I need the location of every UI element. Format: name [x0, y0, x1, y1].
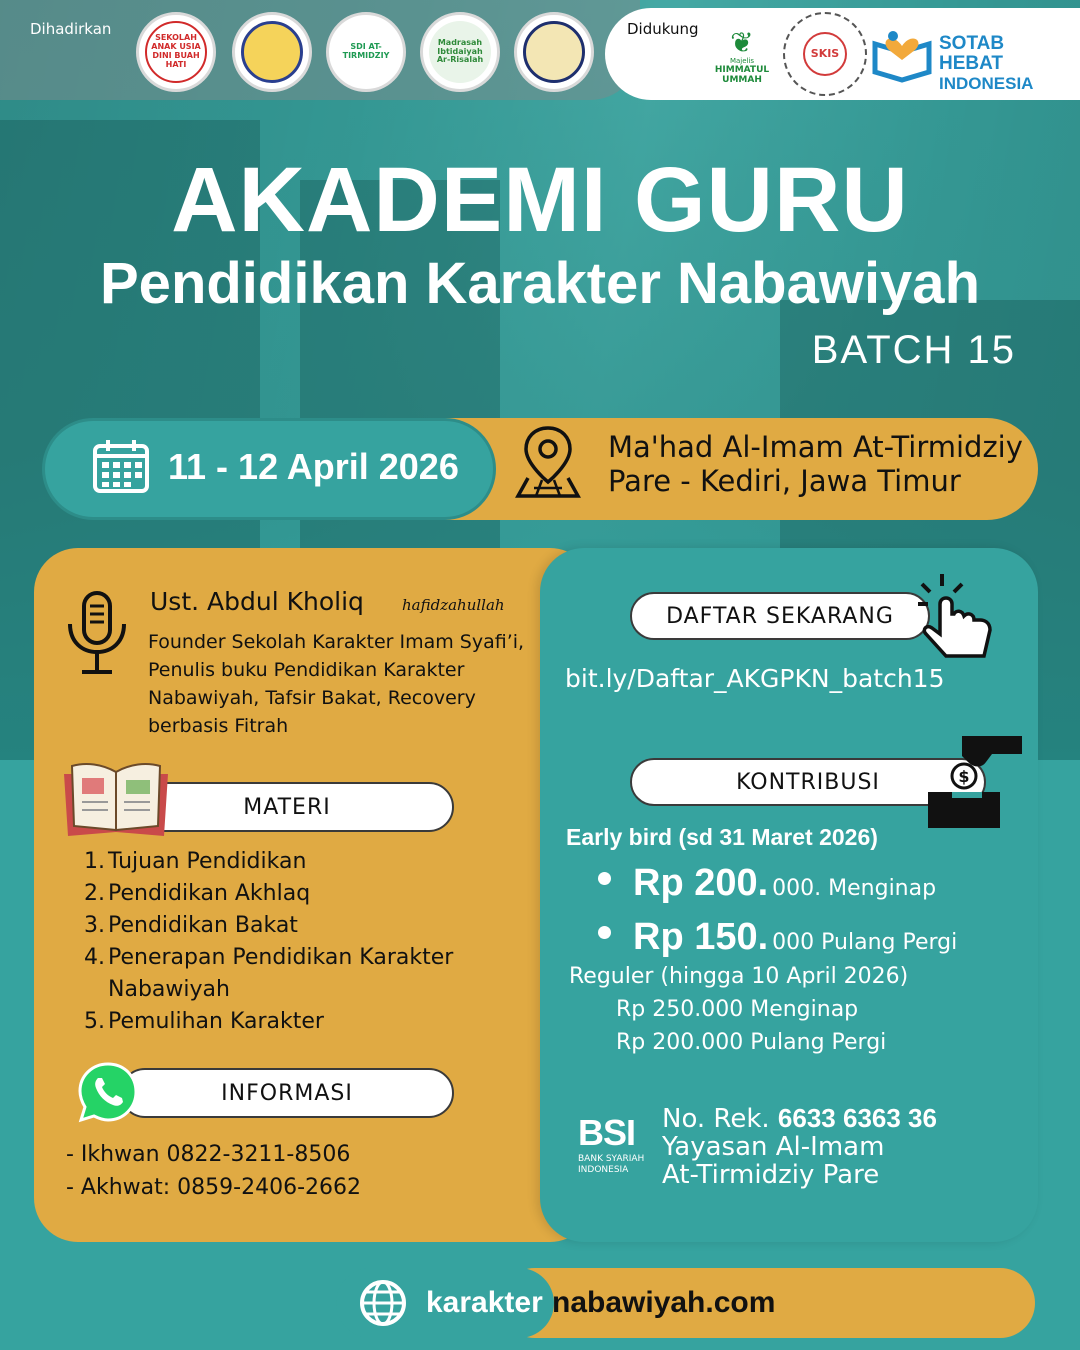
- whatsapp-icon[interactable]: [76, 1060, 140, 1124]
- logo-himmatul-ummah: ❦ Majelis HIMMATUL UMMAH: [699, 14, 785, 100]
- price-regular-pulang-pergi: Rp 200.000 Pulang Pergi: [616, 1030, 887, 1055]
- leaf-icon: ❦: [730, 26, 754, 60]
- account-holder-2: At-Tirmidziy Pare: [662, 1160, 880, 1190]
- website-text-part1[interactable]: karakter: [426, 1286, 543, 1319]
- logo-madrasah-ar-risalah: Madrasah Ibtidaiyah Ar-Risalah: [420, 12, 500, 92]
- account-holder-1: Yayasan Al-Imam: [662, 1132, 885, 1162]
- open-book-icon: [60, 756, 172, 840]
- logo-paud-buah-hati: SEKOLAH ANAK USIA DINI BUAH HATI: [136, 12, 216, 92]
- microphone-icon: [64, 590, 130, 676]
- register-button[interactable]: DAFTAR SEKARANG: [630, 592, 930, 640]
- account-label: No. Rek.: [662, 1104, 770, 1134]
- location-line-1: Ma'had Al-Imam At-Tirmidziy: [608, 430, 1023, 464]
- batch-label: BATCH 15: [811, 328, 1016, 372]
- map-pin-icon: [514, 424, 582, 500]
- materi-label: MATERI: [120, 782, 454, 832]
- speaker-bio: Founder Sekolah Karakter Imam Syafi’i, Penulis buku Pendidikan Karakter Nabawiyah, Tafsir Bakat, Recovery berbasis Fitrah: [148, 631, 525, 737]
- presented-label: Dihadirkan: [30, 20, 112, 38]
- supported-label: Didukung: [627, 20, 699, 38]
- globe-icon: [358, 1278, 408, 1328]
- logo-institute: [232, 12, 312, 92]
- list-item: 2. Pendidikan Akhlaq: [84, 881, 311, 906]
- price-regular-menginap: Rp 250.000 Menginap: [616, 997, 859, 1022]
- event-title: AKADEMI GURU: [171, 149, 909, 251]
- event-date: 11 - 12 April 2026: [168, 446, 459, 487]
- hand-click-icon: [912, 570, 996, 662]
- speaker-honorific: hafidzahullah: [402, 596, 505, 614]
- event-subtitle: Pendidikan Karakter Nabawiyah: [100, 251, 980, 316]
- book-heart-icon: [867, 22, 937, 86]
- location-line-2: Pare - Kediri, Jawa Timur: [608, 464, 961, 498]
- contact-ikhwan[interactable]: - Ikhwan 0822-3211-8506: [66, 1142, 351, 1167]
- list-item: 3. Pendidikan Bakat: [84, 913, 298, 938]
- svg-text:$: $: [958, 767, 970, 786]
- calendar-icon: [92, 438, 150, 494]
- speaker-name: Ust. Abdul Kholiq: [150, 587, 364, 616]
- bsi-logo: BSI BANK SYARIAH INDONESIA: [578, 1112, 645, 1175]
- website-text-part2[interactable]: nabawiyah.com: [552, 1286, 776, 1319]
- kontribusi-label: KONTRIBUSI: [630, 758, 986, 806]
- donation-box-icon: [926, 732, 1026, 830]
- list-item: 4. Penerapan Pendidikan Karakter Nabawiyah: [84, 945, 454, 1002]
- bullet-icon: [598, 926, 611, 939]
- materi-list: [84, 846, 468, 1038]
- logo-sdi-at-tirmidziy: SDI AT-TIRMIDZIY: [326, 12, 406, 92]
- logo-sotab-hebat: SOTAB HEBAT INDONESIA: [867, 22, 1067, 86]
- bank-account: [662, 1104, 937, 1189]
- register-link[interactable]: bit.ly/Daftar_AKGPKN_batch15: [565, 664, 945, 693]
- supporter-bar: [605, 8, 1080, 100]
- informasi-label: INFORMASI: [120, 1068, 454, 1118]
- logo-skis: SKIS: [783, 12, 867, 96]
- contact-akhwat[interactable]: - Akhwat: 0859-2406-2662: [66, 1175, 362, 1200]
- list-item: 5. Pemulihan Karakter: [84, 1009, 324, 1034]
- list-item: 1. Tujuan Pendidikan: [84, 849, 307, 874]
- regular-label: Reguler (hingga 10 April 2026): [569, 964, 909, 989]
- price-early-menginap: Rp 200. 000. Menginap: [598, 862, 936, 905]
- account-number: 6633 6363 36: [777, 1103, 937, 1133]
- price-early-pulang-pergi: Rp 150. 000 Pulang Pergi: [598, 916, 957, 959]
- event-location: [608, 430, 1023, 498]
- logo-boarding-school: [514, 12, 594, 92]
- bullet-icon: [598, 872, 611, 885]
- early-bird-label: Early bird (sd 31 Maret 2026): [566, 824, 878, 850]
